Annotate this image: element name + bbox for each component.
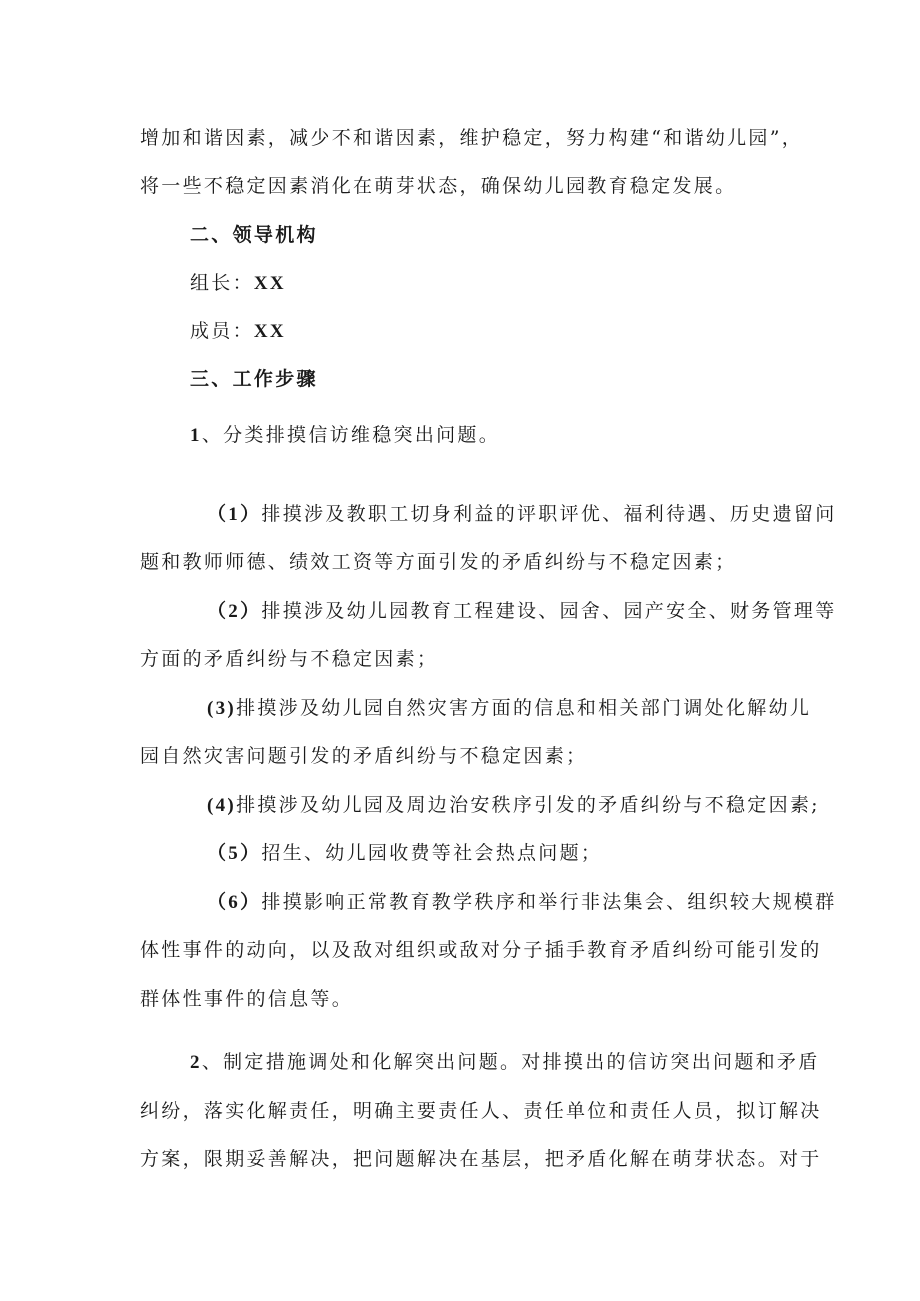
section-heading: 二、领导机构 [190,224,318,246]
paragraph-line: 题和教师师德、绩效工资等方面引发的矛盾纠纷与不稳定因素； [140,551,737,573]
item-text: 排摸涉及幼儿园及周边治安秩序引发的矛盾纠纷与不稳定因素; [236,794,820,816]
item-2-line [207,599,837,624]
step-2 [190,1050,820,1075]
leader-label: 组长： [190,272,254,294]
item-number: (4) [207,795,237,816]
item-text: 排摸涉及幼儿园自然灾害方面的信息和相关部门调处化解幼儿 [236,697,812,719]
item-4-line [207,793,820,818]
paragraph-line: 方面的矛盾纠纷与不稳定因素； [140,648,439,670]
paragraph-line: 纠纷，落实化解责任，明确主要责任人、责任单位和责任人员，拟订解决 [140,1100,822,1122]
member-label: 成员： [190,320,254,342]
item-number: (3) [207,698,237,719]
step-text: 、制定措施调处和化解突出问题。对排摸出的信访突出问题和矛盾 [201,1051,820,1073]
item-6-line [207,890,837,915]
item-text: 排摸影响正常教育教学秩序和举行非法集会、组织较大规模群 [261,891,837,913]
item-text: 排摸涉及教职工切身利益的评职评优、福利待遇、历史遗留问 [261,503,837,525]
member-value: XX [253,321,286,342]
step-text: 、分类排摸信访维稳突出问题。 [201,424,501,446]
step-number: 1 [190,425,202,446]
leader-line [190,271,780,296]
member-line [190,319,780,344]
leader-value: XX [253,273,286,294]
section-heading: 三、工作步骤 [190,368,318,390]
item-number: （5） [207,843,262,864]
item-1-line [207,502,837,527]
item-text: 招生、幼儿园收费等社会热点问题； [261,842,603,864]
step-1 [190,423,780,448]
paragraph-line: 将一些不稳定因素消化在萌芽状态，确保幼儿园教育稳定发展。 [140,175,737,197]
item-3-line [207,696,812,721]
item-number: （2） [207,601,262,622]
item-number: （1） [207,504,262,525]
paragraph-line: 园自然灾害问题引发的矛盾纠纷与不稳定因素； [140,745,588,767]
item-number: （6） [207,892,262,913]
paragraph-line: 群体性事件的信息等。 [140,988,354,1010]
item-text: 排摸涉及幼儿园教育工程建设、园舍、园产安全、财务管理等 [261,600,837,622]
step-number: 2 [190,1052,202,1073]
paragraph-line: 方案，限期妥善解决，把问题解决在基层，把矛盾化解在萌芽状态。对于 [140,1148,822,1170]
paragraph-line: 体性事件的动向，以及敌对组织或敌对分子插手教育矛盾纠纷可能引发的 [140,939,822,961]
paragraph-line: 增加和谐因素，减少不和谐因素，维护稳定，努力构建“和谐幼儿园”， [140,127,804,149]
item-5-line [207,841,780,866]
